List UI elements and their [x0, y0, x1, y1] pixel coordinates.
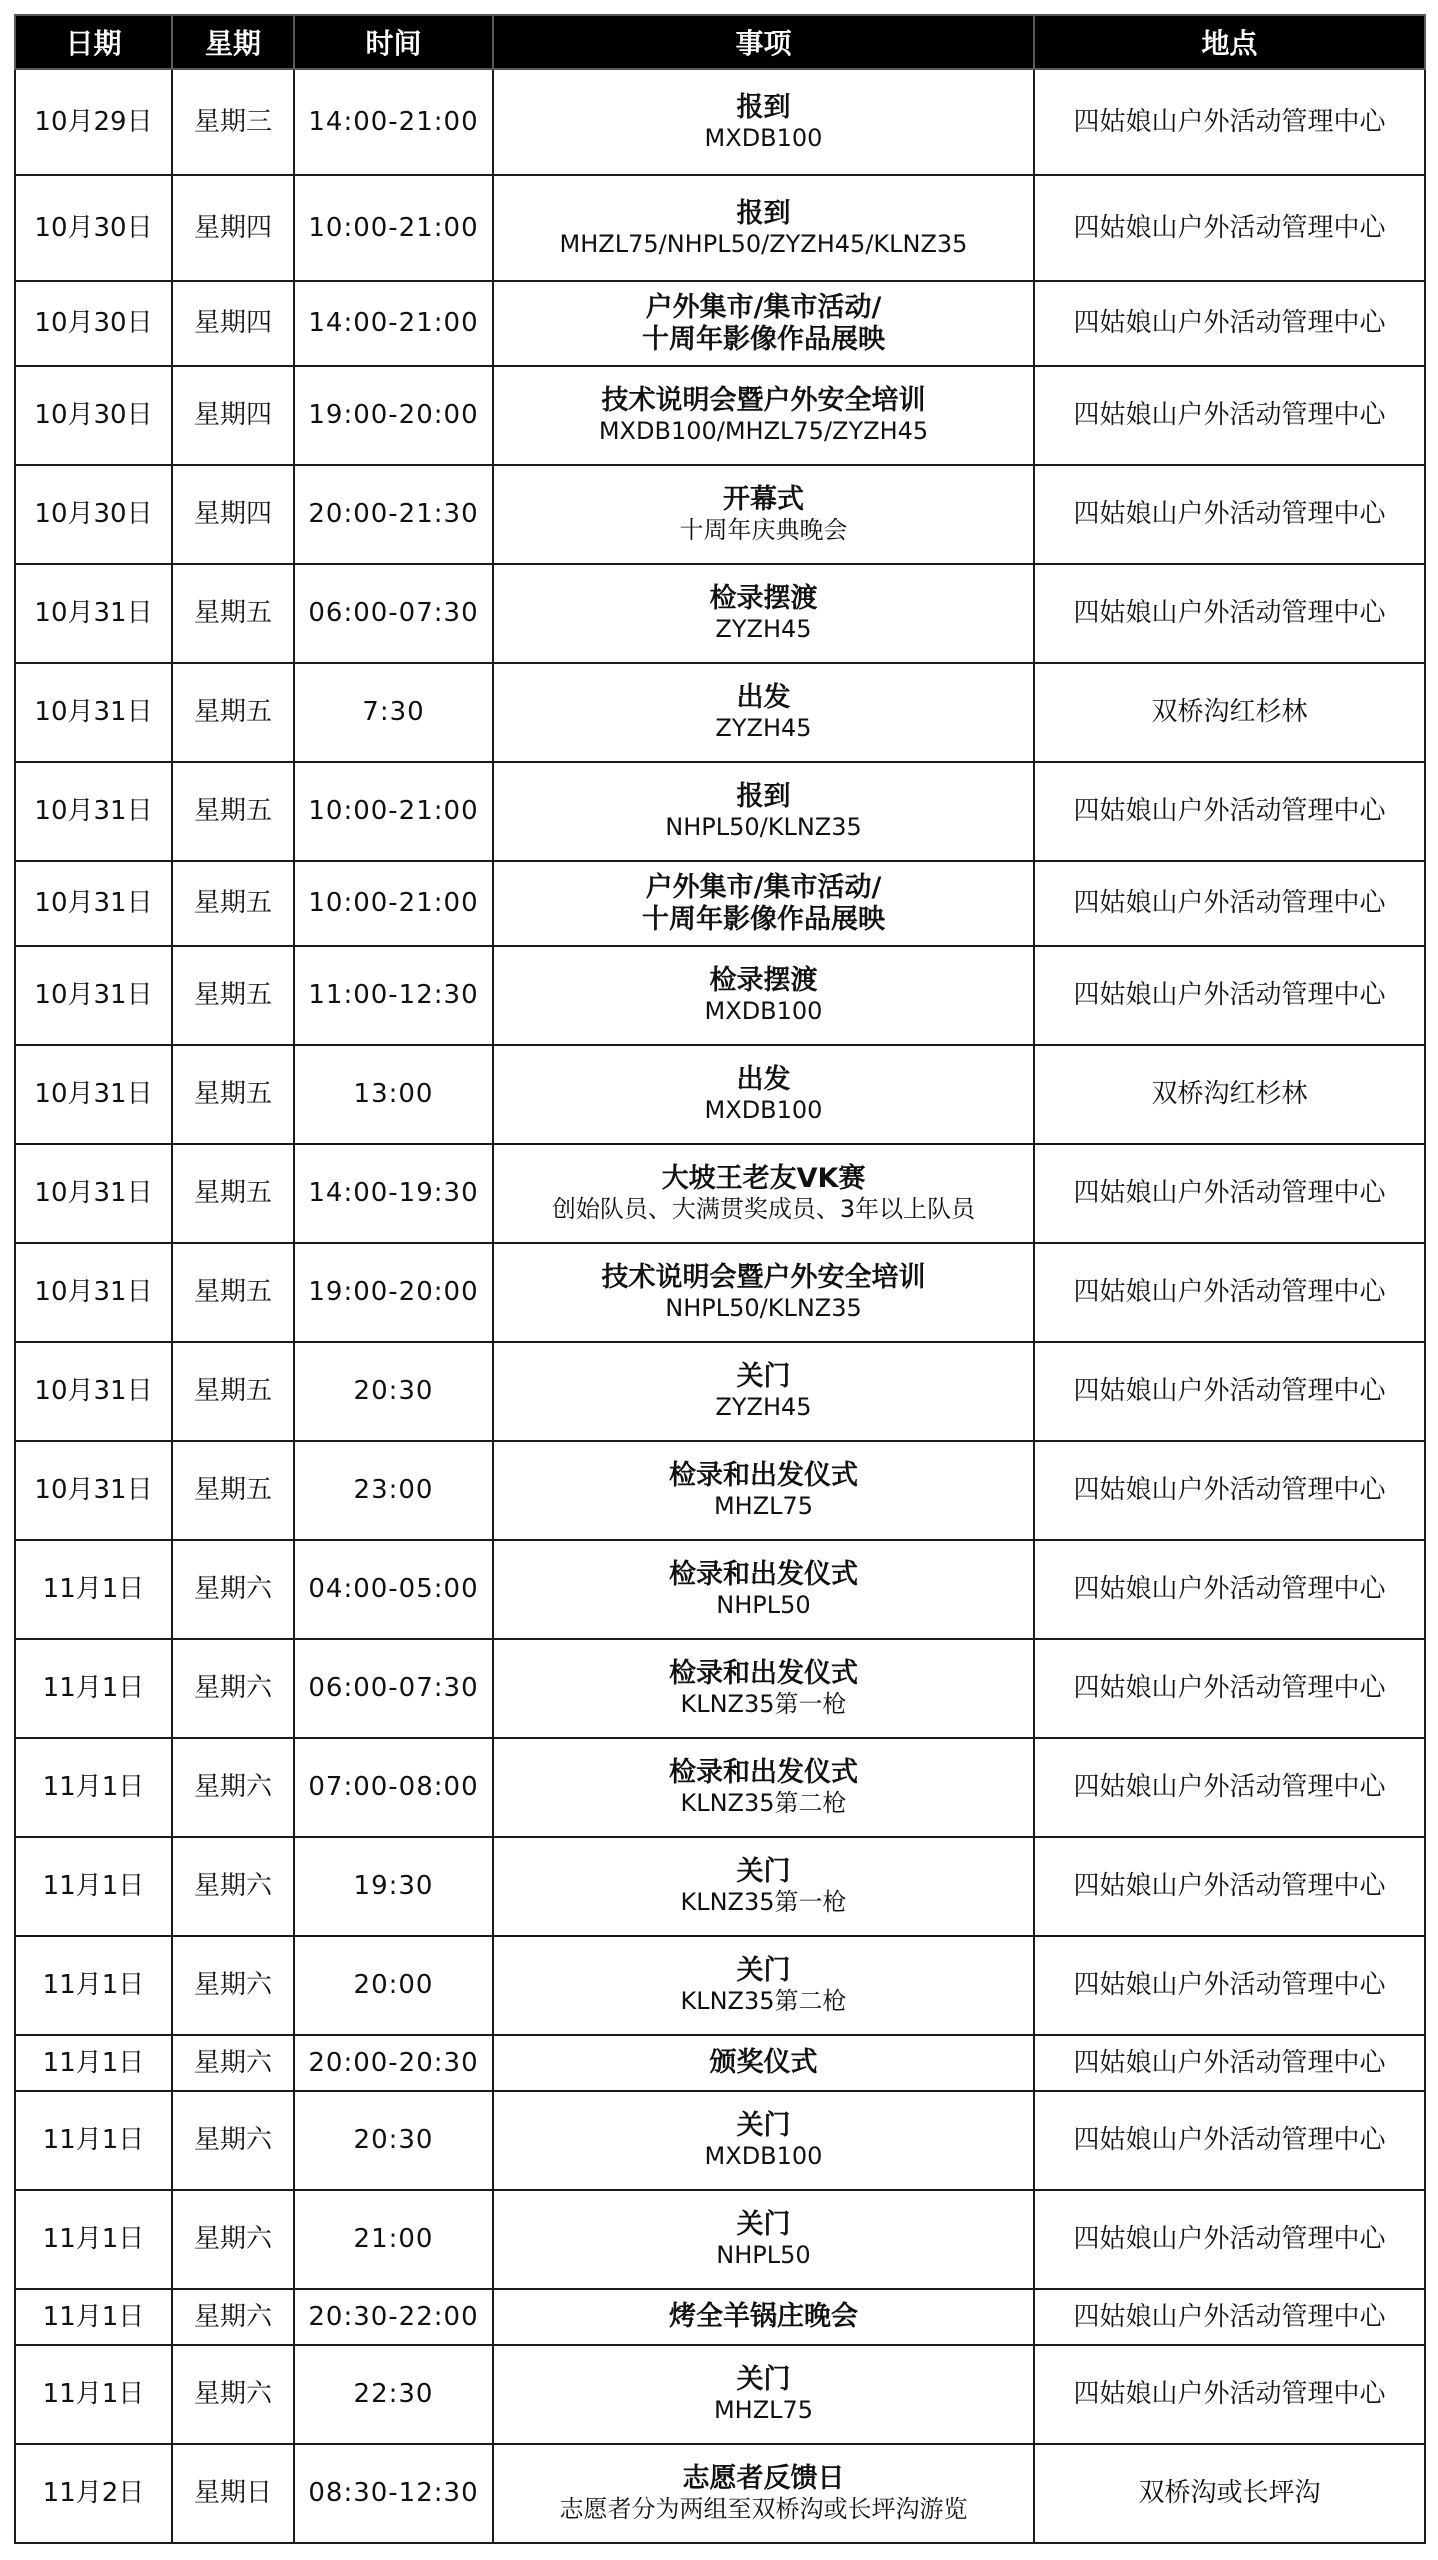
- cell-time: 22:30: [294, 2345, 493, 2444]
- header-weekday: 星期: [172, 15, 294, 69]
- cell-time: 14:00-21:00: [294, 281, 493, 366]
- event-title: 出发: [736, 1064, 791, 1096]
- event-title-line2: 十周年影像作品展映: [642, 903, 885, 935]
- table-row: [15, 1738, 1425, 1837]
- cell-event: [493, 1144, 1034, 1243]
- cell-weekday: 星期六: [172, 2345, 294, 2444]
- cell-time: 20:00-21:30: [294, 465, 493, 564]
- cell-date: 11月1日: [15, 2289, 172, 2345]
- table-row: [15, 366, 1425, 465]
- event-sub: MXDB100: [704, 2142, 823, 2171]
- event-title: 户外集市/集市活动/: [645, 871, 882, 903]
- event-sub: KLNZ35第一枪: [680, 1888, 847, 1917]
- cell-location: 四姑娘山户外活动管理中心: [1034, 2289, 1425, 2345]
- cell-date: 10月30日: [15, 465, 172, 564]
- cell-location: 四姑娘山户外活动管理中心: [1034, 1441, 1425, 1540]
- event-title: 检录和出发仪式: [669, 1559, 858, 1591]
- cell-event: [493, 564, 1034, 663]
- cell-date: 11月1日: [15, 2190, 172, 2289]
- cell-date: 11月1日: [15, 1837, 172, 1936]
- cell-date: 10月31日: [15, 663, 172, 762]
- cell-event: [493, 1738, 1034, 1837]
- event-sub: ZYZH45: [715, 1393, 812, 1422]
- event-sub: MXDB100: [704, 1096, 823, 1125]
- event-title: 出发: [736, 682, 791, 714]
- cell-location: 四姑娘山户外活动管理中心: [1034, 69, 1425, 175]
- table-row: [15, 2289, 1425, 2345]
- cell-time: 06:00-07:30: [294, 1639, 493, 1738]
- table-row: [15, 2035, 1425, 2091]
- cell-time: 06:00-07:30: [294, 564, 493, 663]
- event-title: 颁奖仪式: [709, 2047, 818, 2079]
- event-sub: MHZL75: [713, 2396, 814, 2425]
- cell-time: 19:30: [294, 1837, 493, 1936]
- cell-location: 四姑娘山户外活动管理中心: [1034, 1837, 1425, 1936]
- event-title: 检录和出发仪式: [669, 1658, 858, 1690]
- cell-event: [493, 281, 1034, 366]
- event-title: 检录摆渡: [709, 583, 818, 615]
- cell-event: [493, 946, 1034, 1045]
- cell-location: 四姑娘山户外活动管理中心: [1034, 1936, 1425, 2035]
- event-title: 技术说明会暨户外安全培训: [601, 385, 926, 417]
- cell-event: [493, 2345, 1034, 2444]
- header-time: 时间: [294, 15, 493, 69]
- cell-weekday: 星期四: [172, 281, 294, 366]
- event-title: 报到: [736, 91, 791, 123]
- table-row: [15, 2190, 1425, 2289]
- event-sub: NHPL50/KLNZ35: [665, 813, 862, 842]
- cell-time: 7:30: [294, 663, 493, 762]
- event-title: 关门: [736, 1856, 791, 1888]
- cell-event: [493, 1837, 1034, 1936]
- event-sub: 创始队员、大满贯奖成员、3年以上队员: [551, 1195, 976, 1224]
- cell-event: [493, 2289, 1034, 2345]
- cell-date: 10月31日: [15, 861, 172, 946]
- cell-location: 四姑娘山户外活动管理中心: [1034, 762, 1425, 861]
- cell-weekday: 星期五: [172, 1243, 294, 1342]
- event-sub: KLNZ35第一枪: [680, 1690, 847, 1719]
- event-title: 户外集市/集市活动/: [645, 291, 882, 323]
- cell-time: 20:30: [294, 1342, 493, 1441]
- cell-weekday: 星期五: [172, 1045, 294, 1144]
- cell-location: 四姑娘山户外活动管理中心: [1034, 1540, 1425, 1639]
- event-sub: NHPL50: [716, 1591, 811, 1620]
- table-row: [15, 564, 1425, 663]
- cell-time: 10:00-21:00: [294, 762, 493, 861]
- cell-weekday: 星期六: [172, 2289, 294, 2345]
- cell-date: 11月1日: [15, 1540, 172, 1639]
- header-event: 事项: [493, 15, 1034, 69]
- event-sub: NHPL50: [716, 2241, 811, 2270]
- cell-date: 11月1日: [15, 2345, 172, 2444]
- cell-time: 20:30-22:00: [294, 2289, 493, 2345]
- event-title-line2: 十周年影像作品展映: [642, 323, 885, 355]
- table-row: [15, 1243, 1425, 1342]
- cell-date: 10月30日: [15, 281, 172, 366]
- cell-date: 11月1日: [15, 1639, 172, 1738]
- cell-weekday: 星期五: [172, 663, 294, 762]
- cell-weekday: 星期五: [172, 1144, 294, 1243]
- cell-location: 四姑娘山户外活动管理中心: [1034, 946, 1425, 1045]
- cell-location: 四姑娘山户外活动管理中心: [1034, 2035, 1425, 2091]
- cell-location: 四姑娘山户外活动管理中心: [1034, 1738, 1425, 1837]
- cell-event: [493, 1045, 1034, 1144]
- cell-time: 13:00: [294, 1045, 493, 1144]
- table-row: [15, 1342, 1425, 1441]
- cell-event: [493, 1441, 1034, 1540]
- event-sub: ZYZH45: [715, 714, 812, 743]
- cell-time: 10:00-21:00: [294, 175, 493, 281]
- cell-time: 11:00-12:30: [294, 946, 493, 1045]
- cell-event: [493, 1540, 1034, 1639]
- cell-weekday: 星期五: [172, 946, 294, 1045]
- cell-date: 10月30日: [15, 366, 172, 465]
- table-row: [15, 1144, 1425, 1243]
- event-title: 志愿者反馈日: [682, 2463, 845, 2495]
- schedule-sheet: [14, 14, 1424, 2544]
- event-title: 关门: [736, 2364, 791, 2396]
- cell-event: [493, 1342, 1034, 1441]
- cell-event: [493, 1639, 1034, 1738]
- event-title: 关门: [736, 2110, 791, 2142]
- table-row: [15, 2345, 1425, 2444]
- cell-event: [493, 69, 1034, 175]
- cell-time: 20:00-20:30: [294, 2035, 493, 2091]
- cell-location: 四姑娘山户外活动管理中心: [1034, 175, 1425, 281]
- event-sub: MXDB100: [704, 997, 823, 1026]
- cell-event: [493, 2190, 1034, 2289]
- event-sub: MHZL75: [713, 1492, 814, 1521]
- cell-event: [493, 2091, 1034, 2190]
- cell-event: [493, 2444, 1034, 2543]
- header-date: 日期: [15, 15, 172, 69]
- cell-location: 四姑娘山户外活动管理中心: [1034, 1144, 1425, 1243]
- cell-date: 10月31日: [15, 1342, 172, 1441]
- cell-weekday: 星期四: [172, 175, 294, 281]
- event-title: 技术说明会暨户外安全培训: [601, 1262, 926, 1294]
- header-row: [15, 15, 1425, 69]
- event-title: 报到: [736, 781, 791, 813]
- cell-weekday: 星期四: [172, 366, 294, 465]
- event-title: 检录和出发仪式: [669, 1757, 858, 1789]
- event-title: 开幕式: [723, 484, 804, 516]
- cell-date: 11月1日: [15, 2035, 172, 2091]
- cell-location: 四姑娘山户外活动管理中心: [1034, 564, 1425, 663]
- cell-weekday: 星期六: [172, 1936, 294, 2035]
- cell-time: 23:00: [294, 1441, 493, 1540]
- cell-time: 21:00: [294, 2190, 493, 2289]
- cell-weekday: 星期五: [172, 1441, 294, 1540]
- cell-time: 20:30: [294, 2091, 493, 2190]
- cell-date: 10月31日: [15, 762, 172, 861]
- cell-time: 04:00-05:00: [294, 1540, 493, 1639]
- cell-time: 20:00: [294, 1936, 493, 2035]
- cell-location: 四姑娘山户外活动管理中心: [1034, 281, 1425, 366]
- table-row: [15, 1936, 1425, 2035]
- table-row: [15, 1540, 1425, 1639]
- cell-location: 四姑娘山户外活动管理中心: [1034, 1342, 1425, 1441]
- cell-event: [493, 1243, 1034, 1342]
- cell-time: 19:00-20:00: [294, 366, 493, 465]
- table-row: [15, 2091, 1425, 2190]
- event-title: 关门: [736, 1361, 791, 1393]
- cell-event: [493, 762, 1034, 861]
- table-row: [15, 2444, 1425, 2543]
- cell-event: [493, 175, 1034, 281]
- event-title: 报到: [736, 197, 791, 229]
- cell-location: 四姑娘山户外活动管理中心: [1034, 2190, 1425, 2289]
- event-sub: 志愿者分为两组至双桥沟或长坪沟游览: [559, 2495, 968, 2524]
- cell-weekday: 星期四: [172, 465, 294, 564]
- cell-time: 10:00-21:00: [294, 861, 493, 946]
- cell-location: 双桥沟红杉林: [1034, 1045, 1425, 1144]
- table-row: [15, 946, 1425, 1045]
- cell-event: [493, 465, 1034, 564]
- event-title: 烤全羊锅庄晚会: [669, 2301, 858, 2333]
- cell-time: 14:00-19:30: [294, 1144, 493, 1243]
- cell-date: 11月1日: [15, 1936, 172, 2035]
- table-row: [15, 1837, 1425, 1936]
- cell-location: 四姑娘山户外活动管理中心: [1034, 1639, 1425, 1738]
- cell-weekday: 星期六: [172, 2190, 294, 2289]
- cell-event: [493, 366, 1034, 465]
- cell-location: 四姑娘山户外活动管理中心: [1034, 1243, 1425, 1342]
- cell-time: 07:00-08:00: [294, 1738, 493, 1837]
- header-location: 地点: [1034, 15, 1425, 69]
- event-sub: MXDB100/MHZL75/ZYZH45: [598, 417, 929, 446]
- cell-weekday: 星期五: [172, 762, 294, 861]
- event-sub: KLNZ35第二枪: [680, 1987, 847, 2016]
- event-sub: ZYZH45: [715, 615, 812, 644]
- cell-event: [493, 663, 1034, 762]
- event-title: 大坡王老友VK赛: [661, 1163, 866, 1195]
- cell-date: 10月31日: [15, 1243, 172, 1342]
- cell-date: 10月30日: [15, 175, 172, 281]
- table-row: [15, 762, 1425, 861]
- table-row: [15, 861, 1425, 946]
- cell-weekday: 星期五: [172, 861, 294, 946]
- cell-location: 四姑娘山户外活动管理中心: [1034, 861, 1425, 946]
- event-title: 关门: [736, 2209, 791, 2241]
- table-row: [15, 175, 1425, 281]
- event-title: 关门: [736, 1955, 791, 1987]
- cell-weekday: 星期六: [172, 2091, 294, 2190]
- table-row: [15, 1639, 1425, 1738]
- table-row: [15, 69, 1425, 175]
- event-sub: 十周年庆典晚会: [679, 516, 848, 545]
- table-row: [15, 1045, 1425, 1144]
- cell-date: 11月1日: [15, 1738, 172, 1837]
- cell-weekday: 星期六: [172, 1837, 294, 1936]
- table-row: [15, 281, 1425, 366]
- event-title: 检录摆渡: [709, 965, 818, 997]
- cell-location: 四姑娘山户外活动管理中心: [1034, 2091, 1425, 2190]
- table-row: [15, 663, 1425, 762]
- event-sub: KLNZ35第二枪: [680, 1789, 847, 1818]
- cell-time: 14:00-21:00: [294, 69, 493, 175]
- cell-location: 四姑娘山户外活动管理中心: [1034, 366, 1425, 465]
- event-title: 检录和出发仪式: [669, 1460, 858, 1492]
- cell-date: 10月31日: [15, 564, 172, 663]
- cell-weekday: 星期五: [172, 1342, 294, 1441]
- cell-date: 10月31日: [15, 1441, 172, 1540]
- cell-location: 双桥沟红杉林: [1034, 663, 1425, 762]
- cell-location: 四姑娘山户外活动管理中心: [1034, 465, 1425, 564]
- cell-date: 10月31日: [15, 946, 172, 1045]
- cell-event: [493, 2035, 1034, 2091]
- event-sub: MXDB100: [704, 123, 823, 152]
- event-sub: NHPL50/KLNZ35: [665, 1294, 862, 1323]
- cell-date: 10月31日: [15, 1144, 172, 1243]
- table-row: [15, 1441, 1425, 1540]
- cell-location: 双桥沟或长坪沟: [1034, 2444, 1425, 2543]
- cell-date: 10月29日: [15, 69, 172, 175]
- cell-time: 08:30-12:30: [294, 2444, 493, 2543]
- cell-time: 19:00-20:00: [294, 1243, 493, 1342]
- cell-location: 四姑娘山户外活动管理中心: [1034, 2345, 1425, 2444]
- cell-date: 11月1日: [15, 2091, 172, 2190]
- cell-weekday: 星期六: [172, 1540, 294, 1639]
- table-row: [15, 465, 1425, 564]
- schedule-table: [14, 14, 1426, 2544]
- cell-weekday: 星期六: [172, 2035, 294, 2091]
- cell-event: [493, 1936, 1034, 2035]
- cell-date: 11月2日: [15, 2444, 172, 2543]
- cell-weekday: 星期日: [172, 2444, 294, 2543]
- cell-date: 10月31日: [15, 1045, 172, 1144]
- cell-weekday: 星期三: [172, 69, 294, 175]
- cell-weekday: 星期六: [172, 1738, 294, 1837]
- event-sub: MHZL75/NHPL50/ZYZH45/KLNZ35: [559, 229, 968, 258]
- cell-weekday: 星期六: [172, 1639, 294, 1738]
- cell-event: [493, 861, 1034, 946]
- cell-weekday: 星期五: [172, 564, 294, 663]
